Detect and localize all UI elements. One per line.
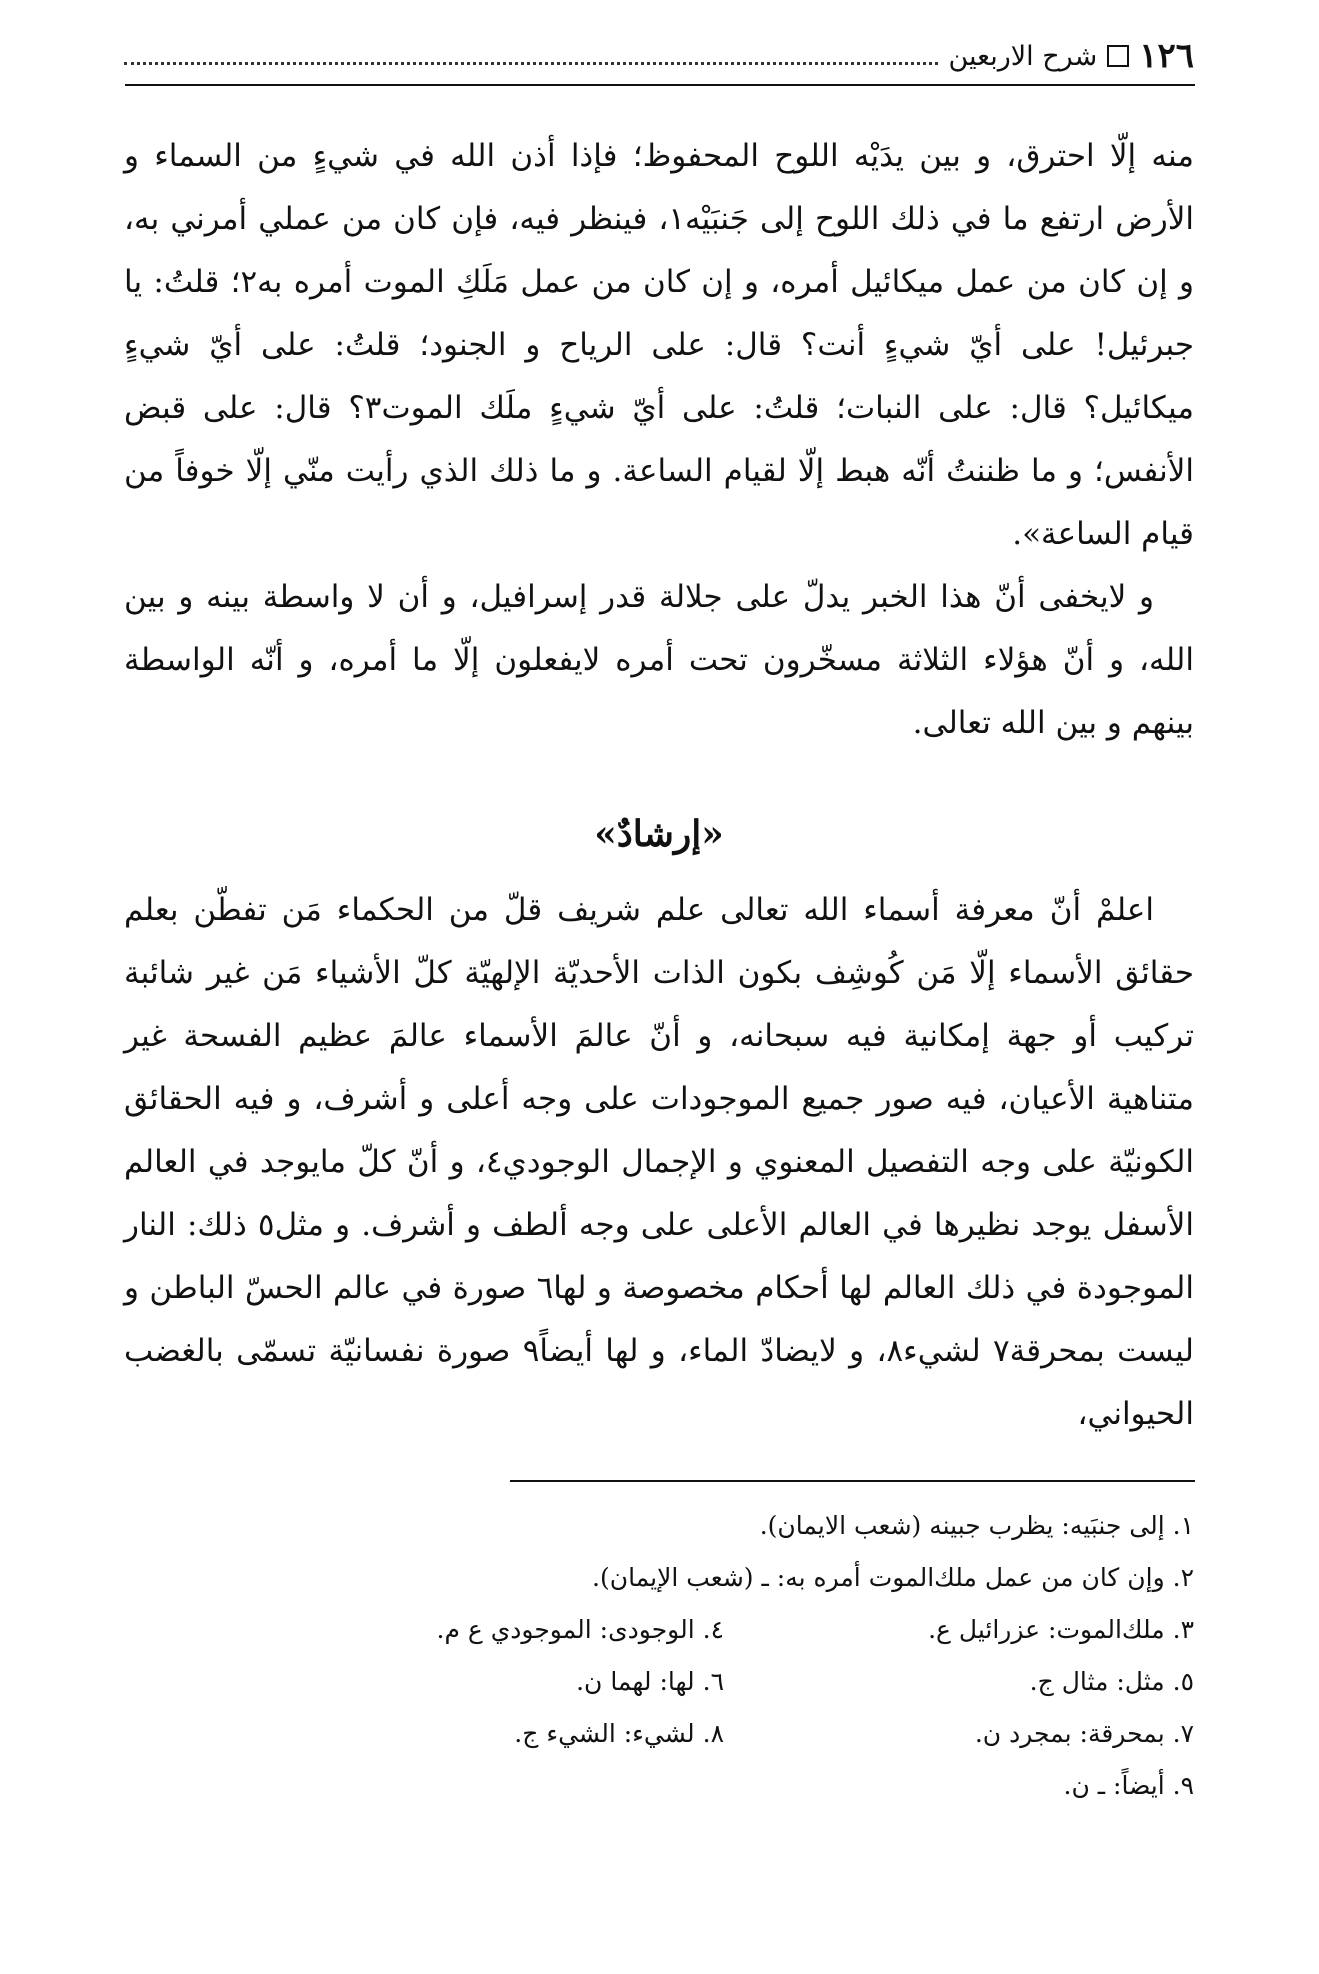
footnote-6: ٦. لها: لهما ن. bbox=[576, 1667, 724, 1696]
footnote-7: ٧. بمحرقة: بمجرد ن. bbox=[974, 1719, 1194, 1748]
square-ornament-icon bbox=[1107, 45, 1129, 67]
page-number: ١٢٦ bbox=[1139, 36, 1194, 76]
page-header bbox=[124, 30, 1194, 82]
footnote-row bbox=[124, 1604, 1194, 1656]
footnote-9: ٩. أيضاً: ـ ن. bbox=[1063, 1771, 1194, 1800]
footnote-4: ٤. الوجودى: الموجودي ع م. bbox=[436, 1615, 724, 1644]
footnote-row bbox=[124, 1500, 1194, 1552]
paragraph-commentary: و لايخفى أنّ هذا الخبر يدلّ على جلالة قدر إسرافيل، و أن لا واسطة بينه و بين الله، و أنّ هؤلاء الثلاثة مسخّرون تحت أمره لايفعلون إلّا ما أمره، و أنّه الواسطة بينهم و بين الله تعالى. bbox=[124, 579, 1194, 741]
footnote-rule bbox=[510, 1480, 1195, 1482]
footnote-row bbox=[124, 1708, 1194, 1760]
footnote-row bbox=[124, 1760, 1194, 1812]
footnote-2: ٢. وإن كان من عمل ملك‌الموت أمره به: ـ (شعب الإيمان). bbox=[592, 1563, 1194, 1592]
header-dotted-leader bbox=[124, 62, 938, 65]
footnote-row bbox=[124, 1552, 1194, 1604]
footnote-row bbox=[124, 1656, 1194, 1708]
header-rule bbox=[125, 84, 1195, 86]
footnote-1: ١. إلى جنبَيه: يظرب جبينه (شعب الايمان). bbox=[759, 1511, 1194, 1540]
main-text bbox=[124, 125, 1194, 1446]
footnote-5: ٥. مثل: مثال ج. bbox=[1029, 1667, 1194, 1696]
footnote-8: ٨. لشيء: الشيء ج. bbox=[514, 1719, 724, 1748]
paragraph-hadith-end: منه إلّا احترق، و بين يدَيْه اللوح المحفوظ؛ فإذا أذن الله في شيءٍ من السماء و الأرض ارتفع ما في ذلك اللوح إلى جَنبَيْه١، فينظر فيه، فإن كان من عملي أمرني به، و إن كان من عمل ميكائيل أمره، و إن كان من عمل مَلَكِ الموت أمره به٢؛ قلتُ: يا جبرئيل! على أيّ شيءٍ أنت؟ قال: على الرياح و الجنود؛ قلتُ: على أيّ شيءٍ ميكائيل؟ قال: على النبات؛ قلتُ: على أيّ شيءٍ ملَك الموت٣؟ قال: على قبض الأنفس؛ و ما ظننتُ أنّه هبط إلّا لقيام الساعة. و ما ذلك الذي رأيت منّي إلّا خوفاً من قيام الساعة». bbox=[124, 138, 1194, 552]
section-heading: «إرشادٌ» bbox=[594, 813, 724, 855]
footnote-3: ٣. ملك‌الموت: عزرائيل ع. bbox=[928, 1615, 1194, 1644]
running-title: شرح الاربعين bbox=[948, 40, 1098, 72]
paragraph-irshad: اعلمْ أنّ معرفة أسماء الله تعالى علم شريف قلّ من الحكماء مَن تفطّن بعلم حقائق الأسماء إلّا مَن كُوشِف بكون الذات الأحديّة الإلهيّة كلّ الأشياء مَن غير شائبة تركيب أو جهة إمكانية فيه سبحانه، و أنّ عالمَ الأسماء عالمَ عظيم الفسحة غير متناهية الأعيان، فيه صور جميع الموجودات على وجه أعلى و أشرف، و فيه الحقائق الكونيّة على وجه التفصيل المعنوي و الإجمال الوجودي٤، و أنّ كلّ مايوجد في العالم الأسفل يوجد نظيرها في العالم الأعلى على وجه ألطف و أشرف. و مثل٥ ذلك: النار الموجودة في ذلك العالم لها أحكام مخصوصة و لها٦ صورة في عالم الحسّ الباطن و ليست بمحرقة٧ لشيء٨، و لايضادّ الماء، و لها أيضاً٩ صورة نفسانيّة تسمّى بالغضب الحيواني، bbox=[124, 892, 1194, 1432]
footnotes bbox=[124, 1500, 1194, 1812]
